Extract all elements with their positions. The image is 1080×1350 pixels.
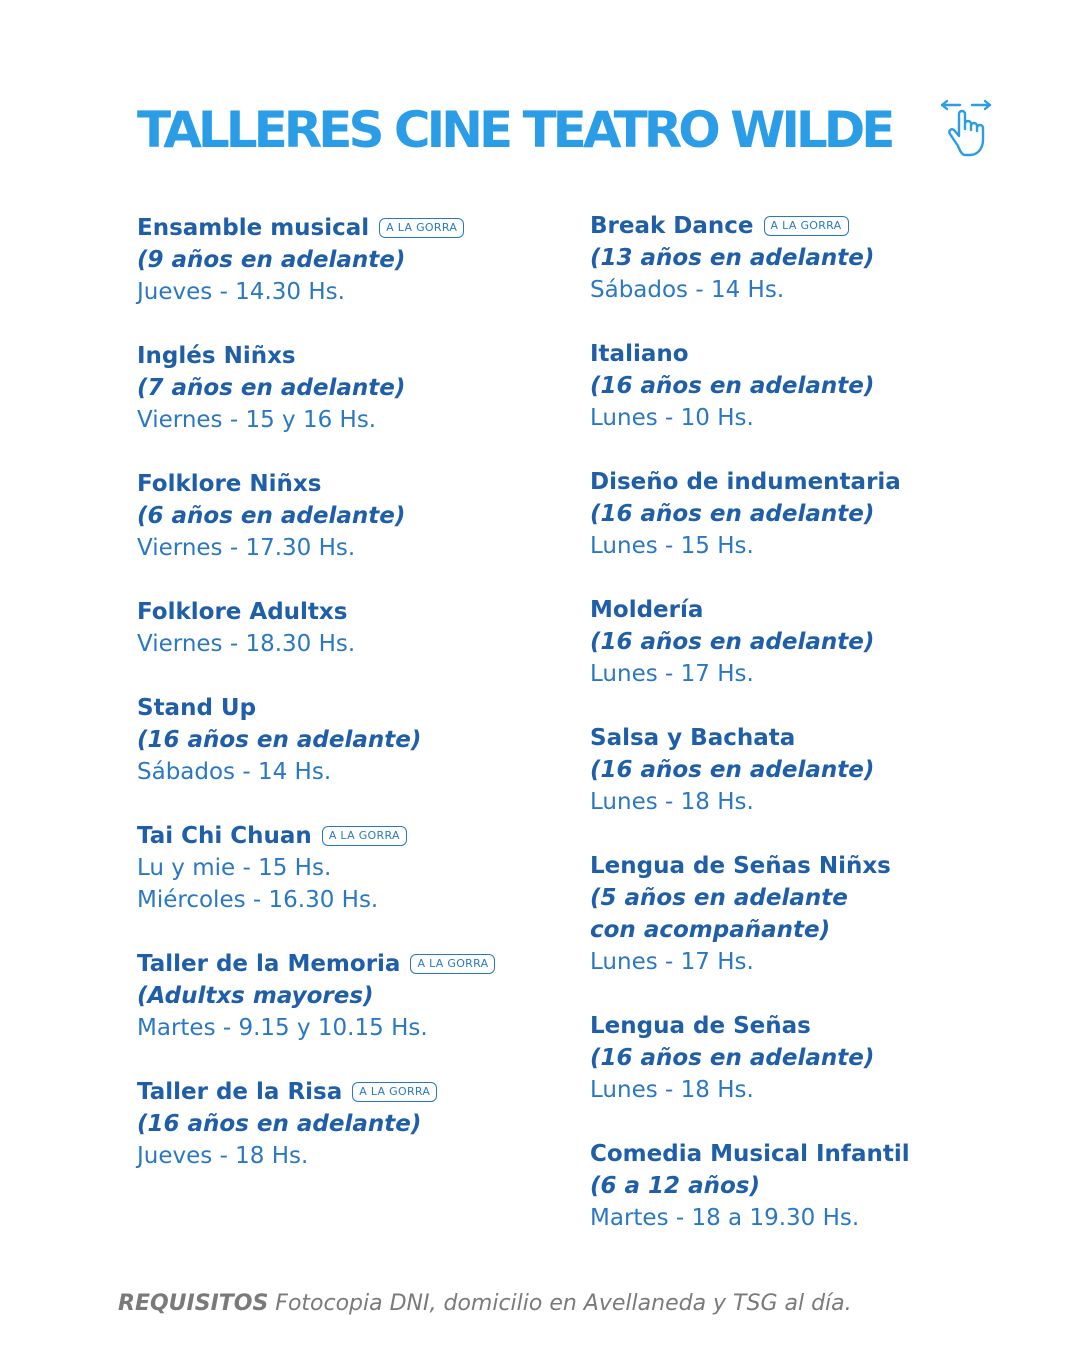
swipe-hand-icon xyxy=(936,96,998,160)
workshop-schedule: Martes - 18 a 19.30 Hs. xyxy=(590,1205,860,1231)
workshop-name: Diseño de indumentaria xyxy=(590,469,901,495)
workshop-name: Ensamble musical xyxy=(137,215,370,241)
workshop-item xyxy=(137,1076,567,1172)
workshop-name: Moldería xyxy=(590,597,704,623)
workshop-schedule: Jueves - 14.30 Hs. xyxy=(137,279,345,305)
workshop-name-row xyxy=(590,594,1030,626)
workshop-name-row xyxy=(137,1076,567,1108)
workshop-item xyxy=(590,210,1030,306)
workshop-name-row xyxy=(590,338,1030,370)
workshop-schedule: Lunes - 18 Hs. xyxy=(590,789,754,815)
workshop-age: (13 años en adelante) xyxy=(590,245,875,271)
workshop-age: con acompañante) xyxy=(590,917,831,943)
workshop-item xyxy=(590,466,1030,562)
workshop-name-row xyxy=(590,850,1030,882)
requirements-footer xyxy=(118,1288,852,1320)
workshop-schedule: Lunes - 17 Hs. xyxy=(590,661,754,687)
workshop-name: Lengua de Señas Niñxs xyxy=(590,853,891,879)
workshop-item xyxy=(590,850,1030,978)
workshop-age: (16 años en adelante) xyxy=(590,1045,875,1071)
workshop-name-row xyxy=(137,692,567,724)
workshop-age: (5 años en adelante xyxy=(590,885,848,911)
workshop-age: (16 años en adelante) xyxy=(137,727,422,753)
workshop-name-row xyxy=(137,212,567,244)
workshop-schedule: Viernes - 15 y 16 Hs. xyxy=(137,407,377,433)
workshop-name-row xyxy=(137,340,567,372)
workshop-name-row xyxy=(137,468,567,500)
workshop-age: (6 a 12 años) xyxy=(590,1173,760,1199)
workshop-schedule: Lunes - 15 Hs. xyxy=(590,533,754,559)
workshop-name-row xyxy=(590,1138,1030,1170)
a-la-gorra-badge: A LA GORRA xyxy=(410,954,495,974)
workshop-schedule: Sábados - 14 Hs. xyxy=(137,759,332,785)
workshop-item xyxy=(137,340,567,436)
workshop-item xyxy=(137,820,567,916)
workshop-name: Stand Up xyxy=(137,695,257,721)
workshop-age: (16 años en adelante) xyxy=(590,373,875,399)
a-la-gorra-badge: A LA GORRA xyxy=(352,1082,437,1102)
workshop-name: Salsa y Bachata xyxy=(590,725,796,751)
workshop-schedule: Lu y mie - 15 Hs. xyxy=(137,855,332,881)
workshop-schedule: Jueves - 18 Hs. xyxy=(137,1143,309,1169)
workshop-item xyxy=(590,722,1030,818)
workshop-item xyxy=(137,692,567,788)
workshop-age: (16 años en adelante) xyxy=(590,501,875,527)
workshop-age: (16 años en adelante) xyxy=(590,629,875,655)
workshop-schedule: Lunes - 10 Hs. xyxy=(590,405,754,431)
workshop-age: (16 años en adelante) xyxy=(137,1111,422,1137)
workshop-item xyxy=(590,338,1030,434)
workshop-item xyxy=(137,212,567,308)
workshop-age: (16 años en adelante) xyxy=(590,757,875,783)
workshop-name: Italiano xyxy=(590,341,689,367)
workshop-name-row xyxy=(590,1010,1030,1042)
workshop-schedule: Martes - 9.15 y 10.15 Hs. xyxy=(137,1015,428,1041)
a-la-gorra-badge: A LA GORRA xyxy=(764,216,849,236)
workshop-item xyxy=(590,594,1030,690)
a-la-gorra-badge: A LA GORRA xyxy=(379,218,464,238)
workshop-item xyxy=(137,468,567,564)
workshop-name: Taller de la Memoria xyxy=(137,951,401,977)
workshop-schedule: Lunes - 18 Hs. xyxy=(590,1077,754,1103)
workshop-schedule: Miércoles - 16.30 Hs. xyxy=(137,887,379,913)
workshop-name-row xyxy=(590,722,1030,754)
workshop-name: Folklore Niñxs xyxy=(137,471,322,497)
workshop-schedule: Viernes - 18.30 Hs. xyxy=(137,631,356,657)
workshop-age: (7 años en adelante) xyxy=(137,375,406,401)
workshop-name-row xyxy=(590,210,1030,242)
workshop-age: (Adultxs mayores) xyxy=(137,983,374,1009)
workshop-name-row xyxy=(137,596,567,628)
workshop-schedule: Viernes - 17.30 Hs. xyxy=(137,535,356,561)
workshop-item xyxy=(137,596,567,660)
a-la-gorra-badge: A LA GORRA xyxy=(322,826,407,846)
left-column xyxy=(137,212,567,1204)
requirements-text: Fotocopia DNI, domicilio en Avellaneda y TSG al día. xyxy=(268,1291,852,1316)
workshop-age: (9 años en adelante) xyxy=(137,247,406,273)
workshop-name: Inglés Niñxs xyxy=(137,343,296,369)
workshop-schedule: Lunes - 17 Hs. xyxy=(590,949,754,975)
workshop-name-row xyxy=(137,948,567,980)
workshop-item xyxy=(590,1138,1030,1234)
workshop-name: Break Dance xyxy=(590,213,754,239)
workshop-name: Tai Chi Chuan xyxy=(137,823,312,849)
workshop-name: Taller de la Risa xyxy=(137,1079,343,1105)
page-title: TALLERES CINE TEATRO WILDE xyxy=(137,101,892,159)
workshop-name: Folklore Adultxs xyxy=(137,599,348,625)
workshop-name-row xyxy=(137,820,567,852)
workshop-item xyxy=(137,948,567,1044)
workshop-schedule: Sábados - 14 Hs. xyxy=(590,277,785,303)
requirements-label: REQUISITOS xyxy=(118,1291,269,1316)
workshop-name: Lengua de Señas xyxy=(590,1013,811,1039)
right-column xyxy=(590,210,1030,1266)
workshop-name: Comedia Musical Infantil xyxy=(590,1141,910,1167)
workshop-item xyxy=(590,1010,1030,1106)
workshop-age: (6 años en adelante) xyxy=(137,503,406,529)
workshop-name-row xyxy=(590,466,1030,498)
